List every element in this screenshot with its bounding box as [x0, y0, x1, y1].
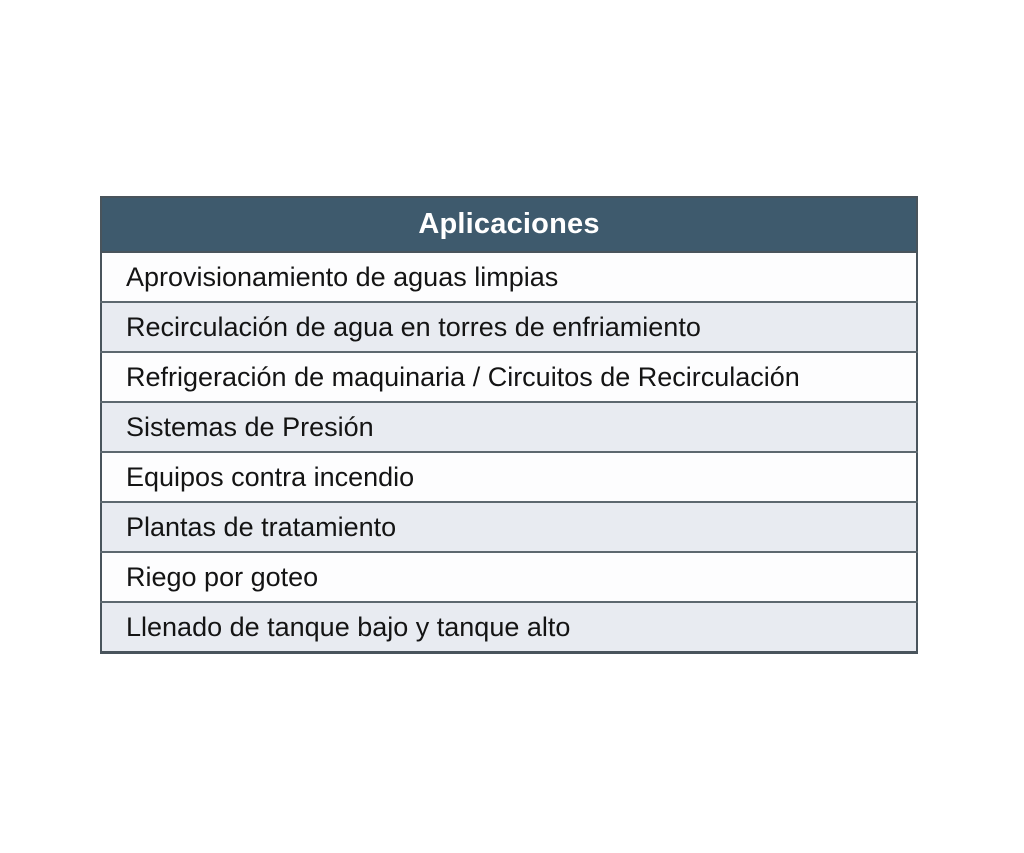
table-row: [101, 252, 917, 302]
table-header-row: [101, 197, 917, 252]
table-cell: Equipos contra incendio: [101, 452, 917, 502]
table-cell: Aprovisionamiento de aguas limpias: [101, 252, 917, 302]
table-cell: Llenado de tanque bajo y tanque alto: [101, 602, 917, 653]
table-cell: Refrigeración de maquinaria / Circuitos de Recirculación: [101, 352, 917, 402]
table-title: Aplicaciones: [101, 197, 917, 252]
table-row: [101, 602, 917, 653]
table-row: [101, 502, 917, 552]
table-row: [101, 552, 917, 602]
table-cell: Sistemas de Presión: [101, 402, 917, 452]
applications-table: [100, 196, 918, 654]
table-cell: Riego por goteo: [101, 552, 917, 602]
table-cell: Plantas de tratamiento: [101, 502, 917, 552]
table-row: [101, 302, 917, 352]
table-row: [101, 352, 917, 402]
table-cell: Recirculación de agua en torres de enfriamiento: [101, 302, 917, 352]
table-row: [101, 452, 917, 502]
table-row: [101, 402, 917, 452]
